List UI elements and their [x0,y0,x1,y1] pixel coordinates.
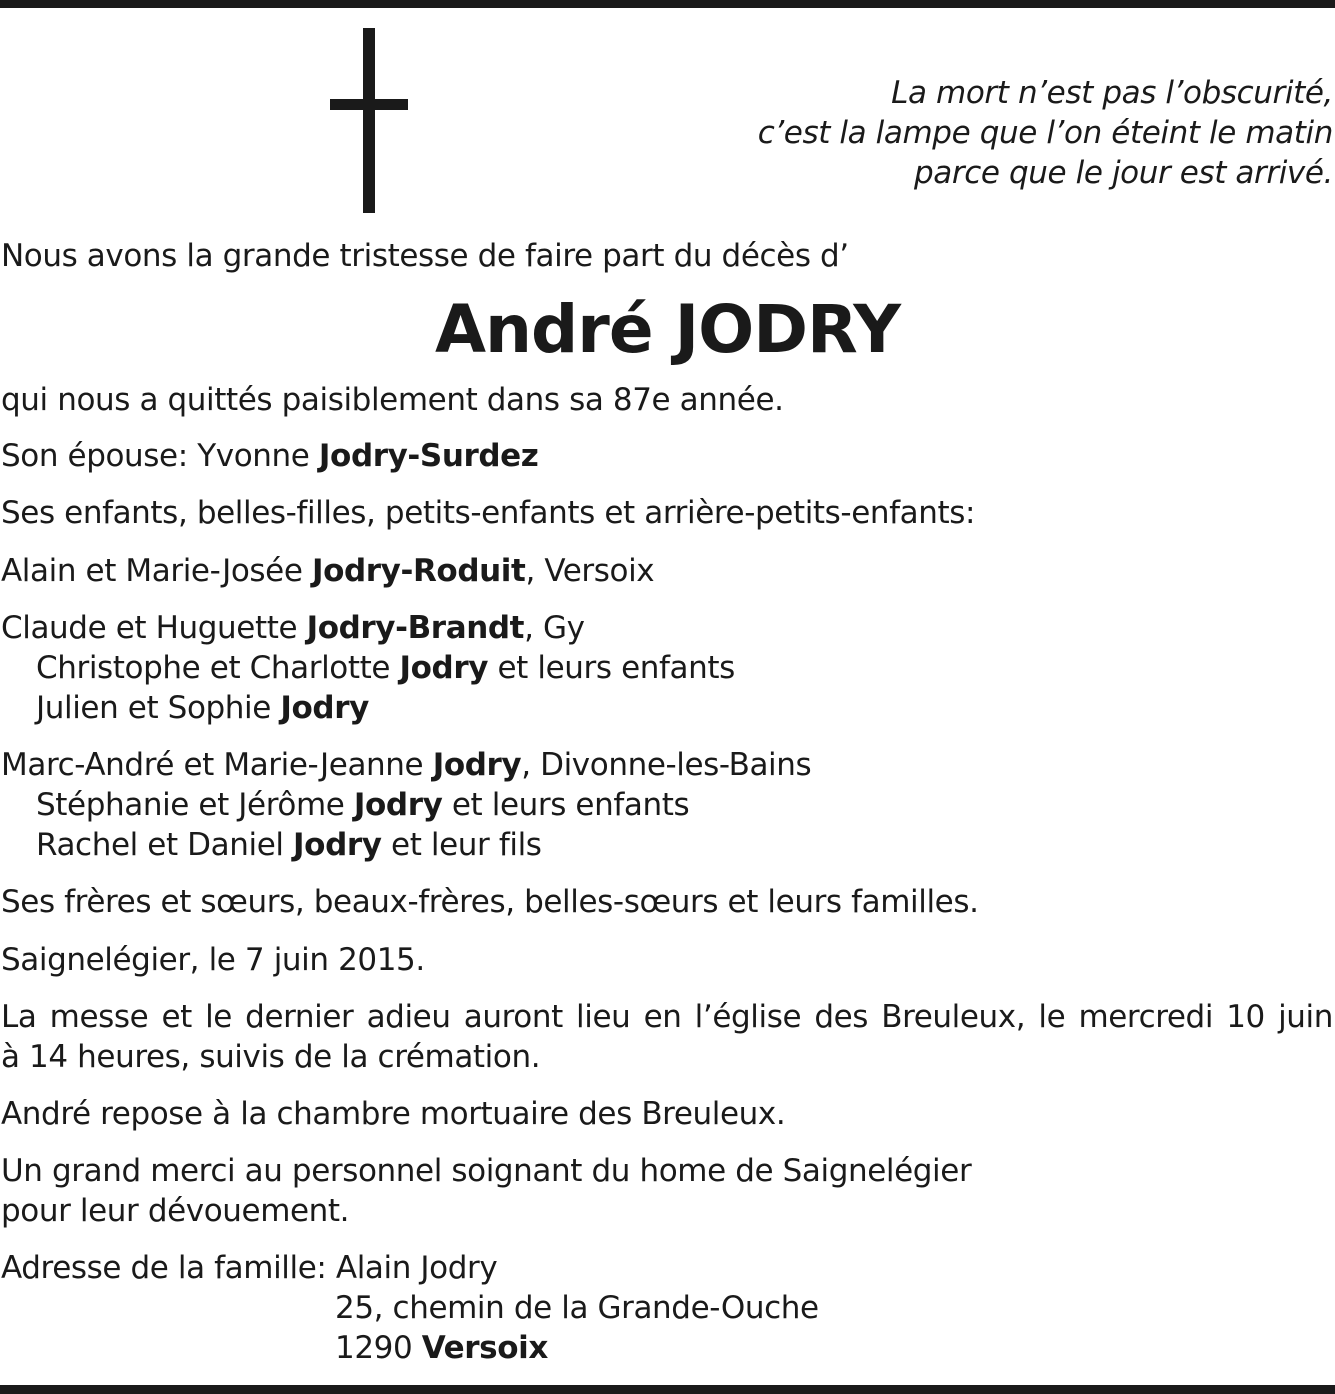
bottom-rule [0,1385,1335,1394]
family-line-rachel: Rachel et Daniel Jodry et leur fils [36,827,542,863]
address-city-line: 1290 Versoix [335,1330,548,1366]
thanks-line-2: pour leur dévouement. [1,1193,350,1229]
siblings-line: Ses frères et sœurs, beaux-frères, belles-sœurs et leurs familles. [1,884,979,920]
family-line-marc: Marc-André et Marie-Jeanne Jodry, Divonne-les-Bains [1,747,812,783]
family-line-julien: Julien et Sophie Jodry [36,690,369,726]
epigraph-quote [758,73,1333,193]
spouse-line: Son épouse: Yvonne Jodry-Surdez [1,438,539,474]
top-rule [0,0,1335,8]
intro-text: Nous avons la grande tristesse de faire part du décès d’ [1,238,849,274]
address-street: 25, chemin de la Grande-Ouche [335,1290,819,1326]
cross-icon [330,28,408,213]
address-label-line: Adresse de la famille: Alain Jodry [1,1250,498,1286]
quote-line-2: c’est la lampe que l’on éteint le matin [757,115,1333,151]
quote-line-3: parce que le jour est arrivé. [913,155,1333,191]
age-line: qui nous a quittés paisiblement dans sa 87e année. [1,382,784,418]
ceremony-line-2: à 14 heures, suivis de la crémation. [1,1039,541,1075]
quote-line-1: La mort n’est pas l’obscurité, [891,75,1333,111]
family-line-christophe: Christophe et Charlotte Jodry et leurs enfants [36,650,735,686]
place-date: Saignelégier, le 7 juin 2015. [1,942,425,978]
ceremony-line-1: La messe et le dernier adieu auront lieu en l’église des Breuleux, le mercredi 10 juin [1,999,1333,1035]
children-heading: Ses enfants, belles-filles, petits-enfants et arrière-petits-enfants: [1,495,976,531]
family-line-claude: Claude et Huguette Jodry-Brandt, Gy [1,610,585,646]
thanks-line-1: Un grand merci au personnel soignant du home de Saignelégier [1,1153,972,1189]
repose-line: André repose à la chambre mortuaire des Breuleux. [1,1096,786,1132]
family-line-alain: Alain et Marie-Josée Jodry-Roduit, Versoix [1,553,655,589]
address-name: Alain Jodry [335,1250,498,1286]
family-line-stephanie: Stéphanie et Jérôme Jodry et leurs enfants [36,787,690,823]
deceased-name: André JODRY [434,291,901,368]
